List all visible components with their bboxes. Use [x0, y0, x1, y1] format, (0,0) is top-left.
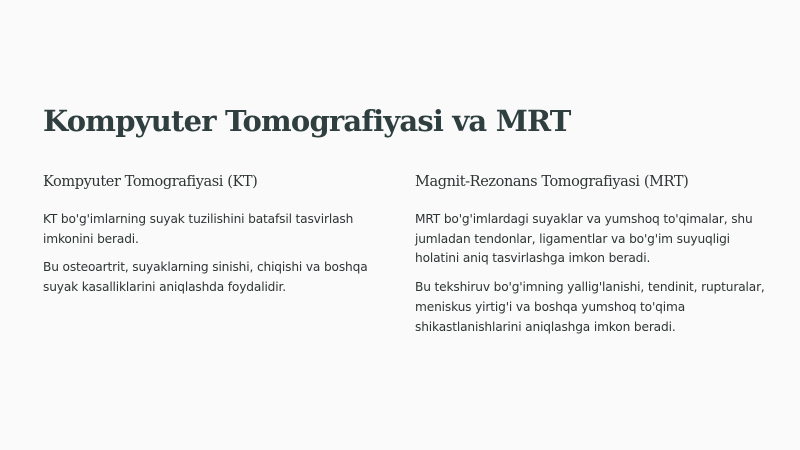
section-ct-paragraph-1: KT bo'g'imlarning suyak tuzilishini batafsil tasvirlash imkonini beradi. [43, 212, 354, 246]
section-ct [43, 174, 393, 307]
section-ct-paragraph-2: Bu osteoartrit, suyaklarning sinishi, chiqishi va boshqa suyak kasalliklarini aniqlashda foydalidir. [43, 260, 368, 295]
section-heading-ct: Kompyuter Tomografiyasi (KT) [43, 174, 258, 190]
section-mri-paragraph-2: Bu tekshiruv bo'g'imning yallig'lanishi, tendinit, rupturalar, meniskus yirtig'i va boshqa yumshoq to'qima shikastlanishlarini aniqlashga imkon beradi. [415, 280, 765, 334]
slide-title: Kompyuter Tomografiyasi va MRT [43, 104, 571, 138]
section-mri [415, 174, 765, 346]
section-heading-mri: Magnit-Rezonans Tomografiyasi (MRT) [415, 174, 689, 190]
section-mri-paragraph-1: MRT bo'g'imlardagi suyaklar va yumshoq to'qimalar, shu jumladan tendonlar, ligamentlar va bo'g'im suyuqligi holatini aniq tasvirlashga imkon beradi. [415, 212, 753, 266]
